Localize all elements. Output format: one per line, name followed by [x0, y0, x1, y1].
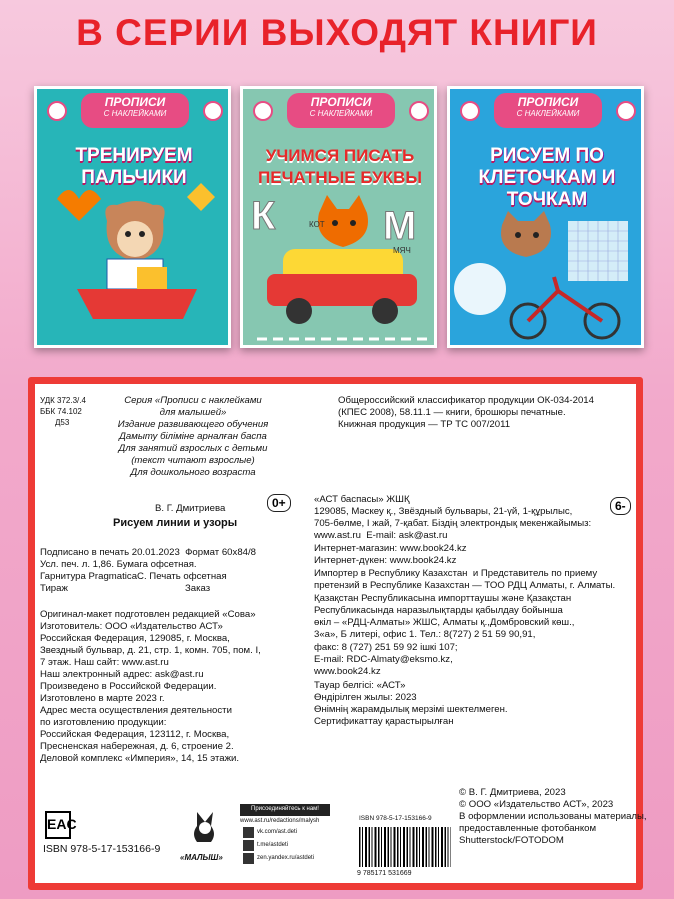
- maker-info: Наш электронный адрес: ask@ast.ru: [40, 669, 204, 680]
- book-title: РИСУЕМ ПО КЛЕТОЧКАМ И ТОЧКАМ: [478, 145, 616, 210]
- series-logo: ПРОПИСИ С НАКЛЕЙКАМИ: [494, 93, 602, 128]
- malysh-logo-icon: [185, 804, 225, 852]
- series-line: Серия «Прописи с наклейками: [124, 395, 262, 406]
- join-banner: Присоединяйтесь к нам!: [240, 804, 330, 816]
- maker-info: 7 этаж. Наш сайт: www.ast.ru: [40, 657, 169, 668]
- malysh-logo-text: «МАЛЫШ»: [180, 853, 223, 862]
- audience-line: (текст читают взрослые): [131, 455, 255, 466]
- print-order: Заказ: [185, 583, 211, 594]
- activity-info: Деловой комплекс «Империя», 14, 15 этажи.: [40, 753, 240, 764]
- print-info: Гарнитура PragmaticaC. Печать офсетная: [40, 571, 227, 582]
- age-rating-badge: 0+: [267, 494, 291, 512]
- maker-info: Звездный бульвар, д. 21, стр. 1, комн. 705, пом. I,: [40, 645, 261, 656]
- audience-line: Для дошкольного возраста: [130, 467, 256, 478]
- copyright: В оформлении использованы материалы,: [459, 811, 647, 822]
- kz-info: факс: 8 (727) 251 59 92 ішкі 107;: [314, 642, 458, 653]
- word-label: МЯЧ: [393, 246, 411, 255]
- maker-info: Оригинал-макет подготовлен редакцией «Сова»: [40, 609, 256, 620]
- classifier-line: (КПЕС 2008), 58.11.1 — книги, брошюры печатные.: [338, 407, 566, 418]
- kz-info: Тауар белгісі: «АСТ»: [314, 680, 406, 691]
- book-cover-1[interactable]: [34, 86, 231, 348]
- series-line: для малышей»: [159, 407, 227, 418]
- imprint-panel: [28, 377, 647, 890]
- kz-info: E-mail: RDC-Almaty@eksmo.kz,: [314, 654, 453, 665]
- kz-info: www.book24.kz: [314, 666, 381, 677]
- kz-info: Өндірілген жылы: 2023: [314, 692, 417, 703]
- cat-bike-illustration: [450, 89, 644, 348]
- zen-icon: [243, 853, 254, 864]
- maker-info: Изготовлено в марте 2023 г.: [40, 693, 165, 704]
- maker-info: Произведено в Российской Федерации.: [40, 681, 217, 692]
- isbn-small: ISBN 978-5-17-153166-9: [359, 815, 432, 822]
- purpose-kz: Дамыту біліміне арналған баспа: [119, 431, 267, 442]
- purpose-ru: Издание развивающего обучения: [117, 419, 269, 430]
- maker-info: Изготовитель: ООО «Издательство АСТ»: [40, 621, 223, 632]
- kz-info: 705-бөлме, I жай, 7-қабат. Біздің электрондық мекенжайымыз:: [314, 518, 592, 529]
- series-logo: ПРОПИСИ С НАКЛЕЙКАМИ: [287, 93, 395, 128]
- activity-info: Российская Федерация, 123112, г. Москва,: [40, 729, 230, 740]
- classifier-line: Книжная продукция — ТР ТС 007/2011: [338, 419, 511, 430]
- audience-line: Для занятий взрослых с детьми: [118, 443, 268, 454]
- activity-info: по изготовлению продукции:: [40, 717, 167, 728]
- kz-info: Импортер в Республику Казахстан и Представитель по приему: [314, 568, 598, 579]
- tg-link[interactable]: t.me/astdeti: [257, 842, 289, 848]
- copyright: © В. Г. Дмитриева, 2023: [459, 787, 566, 798]
- eac-mark: EAC: [45, 811, 71, 839]
- author-name: В. Г. Дмитриева: [155, 503, 226, 514]
- kz-info: өкіл – «РДЦ-Алматы» ЖШС, Алматы қ.,Домбровский көш.,: [314, 617, 575, 628]
- zen-link[interactable]: zen.yandex.ru/astdeti: [257, 855, 315, 861]
- kz-info: претензий в Республике Казахстан — ТОО РДЦ Алматы, г. Алматы.: [314, 580, 616, 591]
- book-cover-2[interactable]: [240, 86, 437, 348]
- udk: УДК 372.3/.4: [40, 396, 86, 405]
- classifier-line: Общероссийский классификатор продукции ОК-034-2014: [338, 395, 594, 406]
- kz-info: Өнімнің жарамдылық мерзімі шектелмеген.: [314, 704, 508, 715]
- series-logo: ПРОПИСИ С НАКЛЕЙКАМИ: [81, 93, 189, 128]
- copyright: Shutterstock/FOTODOM: [459, 835, 564, 846]
- book-cover-3[interactable]: [447, 86, 644, 348]
- headline: В СЕРИИ ВЫХОДЯТ КНИГИ: [76, 12, 598, 53]
- kz-info: www.ast.ru E-mail: ask@ast.ru: [314, 530, 448, 541]
- kz-info: Интернет-дүкен: www.book24.kz: [314, 555, 457, 566]
- svg-text:М: М: [383, 204, 417, 248]
- age-rating-kz-badge: 6-: [610, 497, 631, 515]
- activity-info: Адрес места осуществления деятельности: [40, 705, 232, 716]
- kz-info: Қазақстан Республикасына импорттаушы және Қазақстан: [314, 593, 572, 604]
- print-info: Усл. печ. л. 1,86. Бумага офсетная.: [40, 559, 197, 570]
- author-code: Д53: [55, 418, 70, 427]
- kz-info: «АСТ баспасы» ЖШҚ: [314, 494, 410, 505]
- maker-info: Российская Федерация, 129085, г. Москва,: [40, 633, 230, 644]
- copyright: © ООО «Издательство АСТ», 2023: [459, 799, 614, 810]
- kz-info: 3«а», Б литері, офис 1. Тел.: 8(727) 2 51 59 90,91,: [314, 629, 536, 640]
- bbk: ББК 74.102: [40, 407, 82, 416]
- book-title: УЧИМСЯ ПИСАТЬ ПЕЧАТНЫЕ БУКВЫ: [258, 146, 422, 187]
- book-title-imprint: Рисуем линии и узоры: [113, 517, 238, 529]
- bear-boat-illustration: [37, 89, 231, 348]
- word-label: КОТ: [309, 220, 325, 229]
- kz-info: Сертификаттау қарастырылған: [314, 716, 454, 727]
- fox-car-illustration: [243, 89, 437, 348]
- svg-text:К: К: [251, 194, 276, 238]
- book-title: ТРЕНИРУЕМ ПАЛЬЧИКИ: [75, 145, 193, 188]
- barcode-digits: 9 785171 531669: [357, 870, 412, 877]
- telegram-icon: [243, 840, 254, 851]
- copyright: предоставленные фотобанком: [459, 823, 597, 834]
- kz-info: Интернет-магазин: www.book24.kz: [314, 543, 467, 554]
- isbn: ISBN 978-5-17-153166-9: [43, 843, 161, 855]
- print-run: Тираж: [40, 583, 68, 594]
- activity-info: Пресненская набережная, д. 6, строение 2.: [40, 741, 234, 752]
- vk-link[interactable]: vk.com/ast.deti: [257, 829, 298, 835]
- print-info: Подписано в печать 20.01.2023 Формат 60x84/8: [40, 547, 256, 558]
- kz-info: 129085, Мәскеу қ., Звёздный бульвары, 21-үй, 1-құрылыс,: [314, 506, 573, 517]
- site-link[interactable]: www.ast.ru/redactions/malysh: [240, 818, 320, 824]
- kz-info: Республикасында наразылықтарды қабылдау бойынша: [314, 605, 563, 616]
- vk-icon: [243, 827, 254, 838]
- barcode: [359, 827, 451, 867]
